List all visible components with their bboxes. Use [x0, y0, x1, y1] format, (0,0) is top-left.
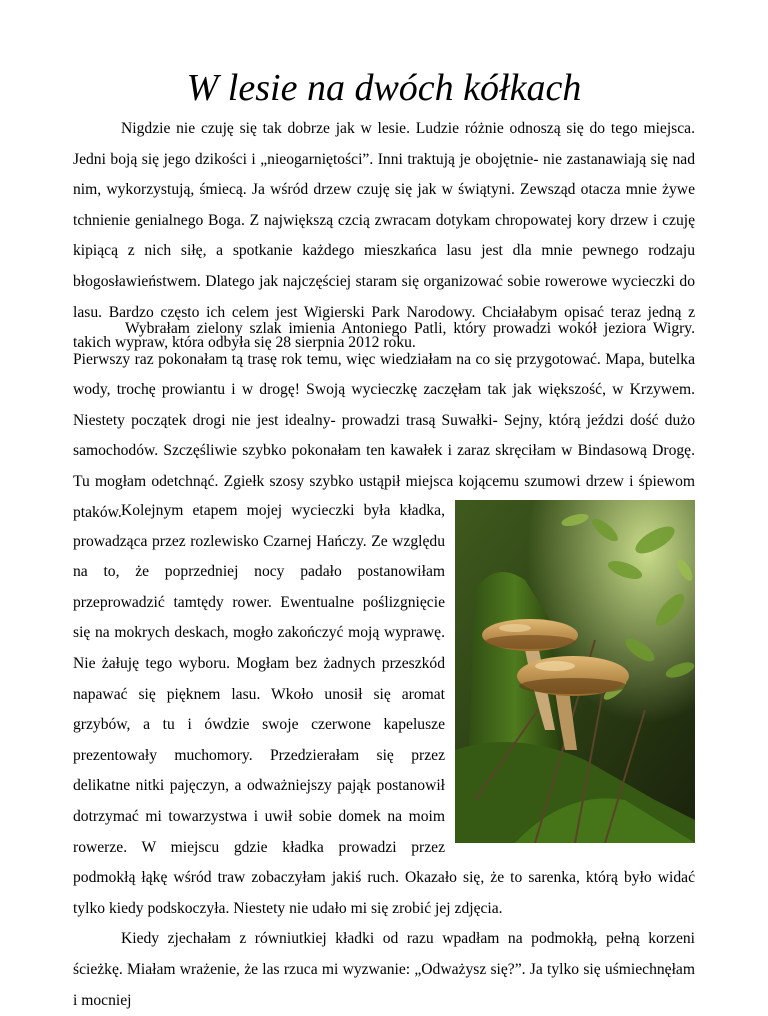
- paragraph-1: Nigdzie nie czuję się tak dobrze jak w lesie. Ludzie różnie odnoszą się do tego miejsca. Jedni boją się jego dzikości i „nieogarniętości”. Inni traktują je obojętnie- nie zastanawiają się nad nim, wykorzystują, śmiecą. Ja wśród drzew czuję się jak w świątyni. Zewsząd otacza mnie żywe tchnienie genialnego Boga. Z największą czcią zwracam dotykam chropowatej kory drzew i czuję kipiącą z nich siłę, a spotkanie każdego mieszkańca lasu jest dla mnie pewnego rodzaju błogosławieństwem. Dlatego jak najczęściej staram się organizować sobie rowerowe wycieczki do lasu. Bardzo często ich celem jest Wigierski Park Narodowy. Chciałabym opisać teraz jedną z takich wypraw, która odbyła się 28 sierpnia 2012 roku.: [73, 120, 695, 352]
- wrapped-section: [73, 496, 695, 1016]
- page-title: W lesie na dwóch kółkach: [186, 67, 582, 109]
- paragraph-2: Wybrałam zielony szlak imienia Antoniego Patli, który prowadzi wokół jeziora Wigry. Pierwszy raz pokonałam tą trasę rok temu, więc wiedziałam na co się przygotować. Mapa, butelka wody, trochę prowiantu i w drogę! Swoją wycieczkę zaczęłam tak jak większość, w Krzywem. Niestety początek drogi nie jest idealny- prowadzi trasą Suwałki- Sejny, którą jeździ dość dużo samochodów. Szczęśliwie szybko pokonałam ten kawałek i zaraz skręciłam w Bindasową Drogę. Tu mogłam odetchnąć. Zgiełk szosy szybko ustąpił miejsca kojącemu szumowi drzew i śpiewom ptaków.: [73, 320, 695, 521]
- paragraph-4: Kiedy zjechałam z równiutkiej kładki od razu wpadłam na podmokłą, pełną korzeni ścieżkę. Miałam wrażenie, że las rzuca mi wyzwanie: „Odważysz się?”. Ja tylko się uśmiechnęłam i mocniej: [73, 930, 695, 1009]
- paragraph-3: Kolejnym etapem mojej wycieczki była kładka, prowadząca przez rozlewisko Czarnej Hańczy. Ze względu na to, że poprzedniej nocy padało postanowiłam przeprowadzić tamtędy rower. Ewentualne poślizgnięcie się na mokrych deskach, mogło zakończyć moją wyprawę. Nie żałuję tego wyboru. Mogłam bez żadnych przeszkód napawać się pięknem lasu. Wkoło unosił się aromat grzybów, a tu i ówdzie swoje czerwone kapelusze prezentowały muchomory. Przedzierałam się przez delikatne nitki pajęczyn, a odważniejszy pająk postanowił dotrzymać mi towarzystwa i uwił sobie domek na moim rowerze. W miejscu gdzie kładka prowadzi przez podmokłą łąkę wśród traw zobaczyłam jakiś ruch. Okazało się, że to sarenka, którą było widać tylko kiedy podskoczyła. Niestety nie udało mi się zrobić jej zdjęcia.: [73, 502, 695, 917]
- mushroom-photo: [455, 500, 695, 843]
